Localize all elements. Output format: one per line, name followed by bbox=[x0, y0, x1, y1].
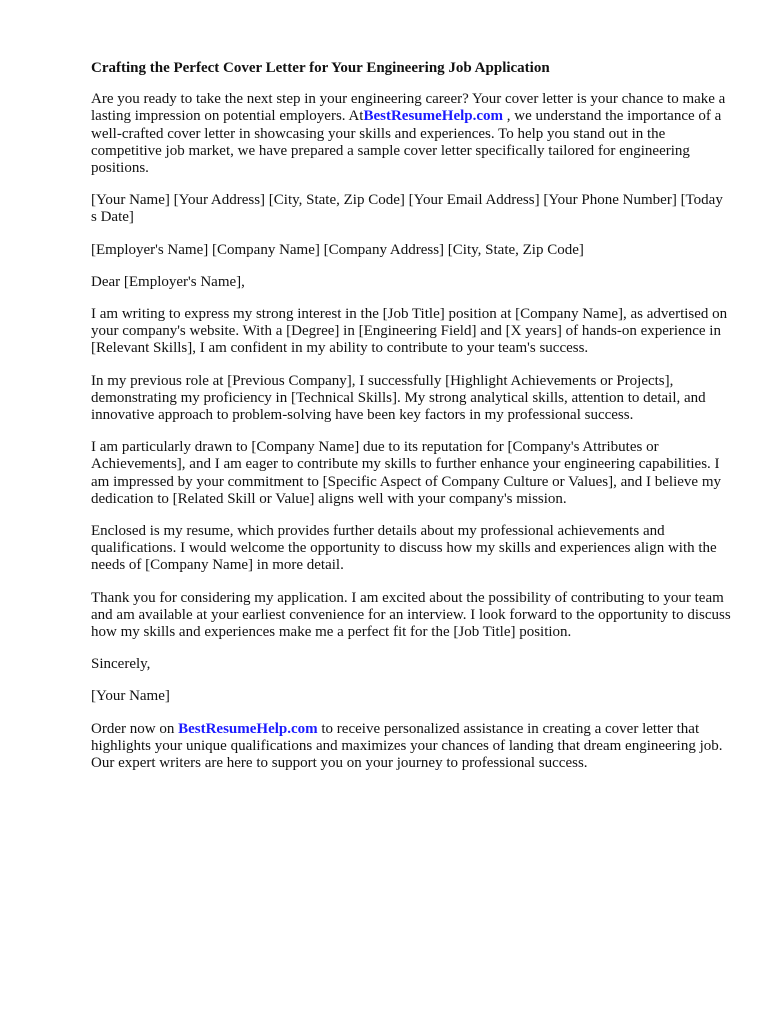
intro-text-before: Are you ready to take the next step in your engineering career? Your cover letter is your chance to make a lasting impression on potential employers. At bbox=[91, 91, 726, 125]
bestresumehelp-link-intro[interactable]: BestResumeHelp.com bbox=[363, 108, 504, 125]
bestresumehelp-link-outro[interactable]: BestResumeHelp.com bbox=[178, 720, 318, 737]
outro-text-after: to receive personalized assistance in creating a cover letter that highlights your unique qualifications and maximizes your chances of landing that dream engineering job. Our expert writers are here to support you on your journey to professional success. bbox=[91, 720, 723, 772]
intro-paragraph bbox=[91, 91, 731, 177]
body-paragraph-4: Enclosed is my resume, which provides further details about my professional achievements and qualifications. I would welcome the opportunity to discuss how my skills and experiences align with the needs of [Company Name] in more detail. bbox=[91, 523, 717, 574]
body-paragraph-3: I am particularly drawn to [Company Name] due to its reputation for [Company's Attributes or Achievements], and I am eager to contribute my skills to further enhance your engineering capabilities. I am impressed by your commitment to [Specific Aspect of Company Culture or Values], and I believe my dedication to [Related Skill or Value] aligns well with your company's mission. bbox=[91, 439, 721, 507]
document-title: Crafting the Perfect Cover Letter for Your Engineering Job Application bbox=[91, 60, 550, 76]
outro-text-before: Order now on bbox=[91, 720, 179, 737]
body-paragraph-1: I am writing to express my strong interest in the [Job Title] position at [Company Name], as advertised on your company's website. With a [Degree] in [Engineering Field] and [X years] of hands-on experience in [Relevant Skills], I am confident in my ability to contribute to your team's success. bbox=[91, 306, 728, 357]
document-page bbox=[91, 60, 731, 787]
salutation: Dear [Employer's Name], bbox=[91, 273, 245, 290]
intro-text-after: , we understand the importance of a well-crafted cover letter in showcasing your skills and experiences. To help you stand out in the competitive job market, we have prepared a sample cover letter specifically tailored for engineering positions. bbox=[91, 108, 722, 177]
outro-paragraph bbox=[91, 721, 731, 773]
signature: [Your Name] bbox=[91, 688, 170, 705]
body-paragraph-2: In my previous role at [Previous Company], I successfully [Highlight Achievements or Projects], demonstrating my proficiency in [Technical Skills]. My strong analytical skills, attention to detail, and innovative approach to problem-solving have been key factors in my professional success. bbox=[91, 372, 706, 424]
closing: Sincerely, bbox=[91, 656, 151, 673]
body-paragraph-5: Thank you for considering my application. I am excited about the possibility of contributing to your team and am available at your earliest convenience for an interview. I look forward to the opportunity to discuss how my skills and experiences make me a perfect fit for the [Job Title] position. bbox=[91, 589, 731, 641]
sender-address-block: [Your Name] [Your Address] [City, State, Zip Code] [Your Email Address] [Your Phone Number] [Today s Date] bbox=[91, 192, 723, 226]
recipient-address-block: [Employer's Name] [Company Name] [Company Address] [City, State, Zip Code] bbox=[91, 241, 584, 258]
